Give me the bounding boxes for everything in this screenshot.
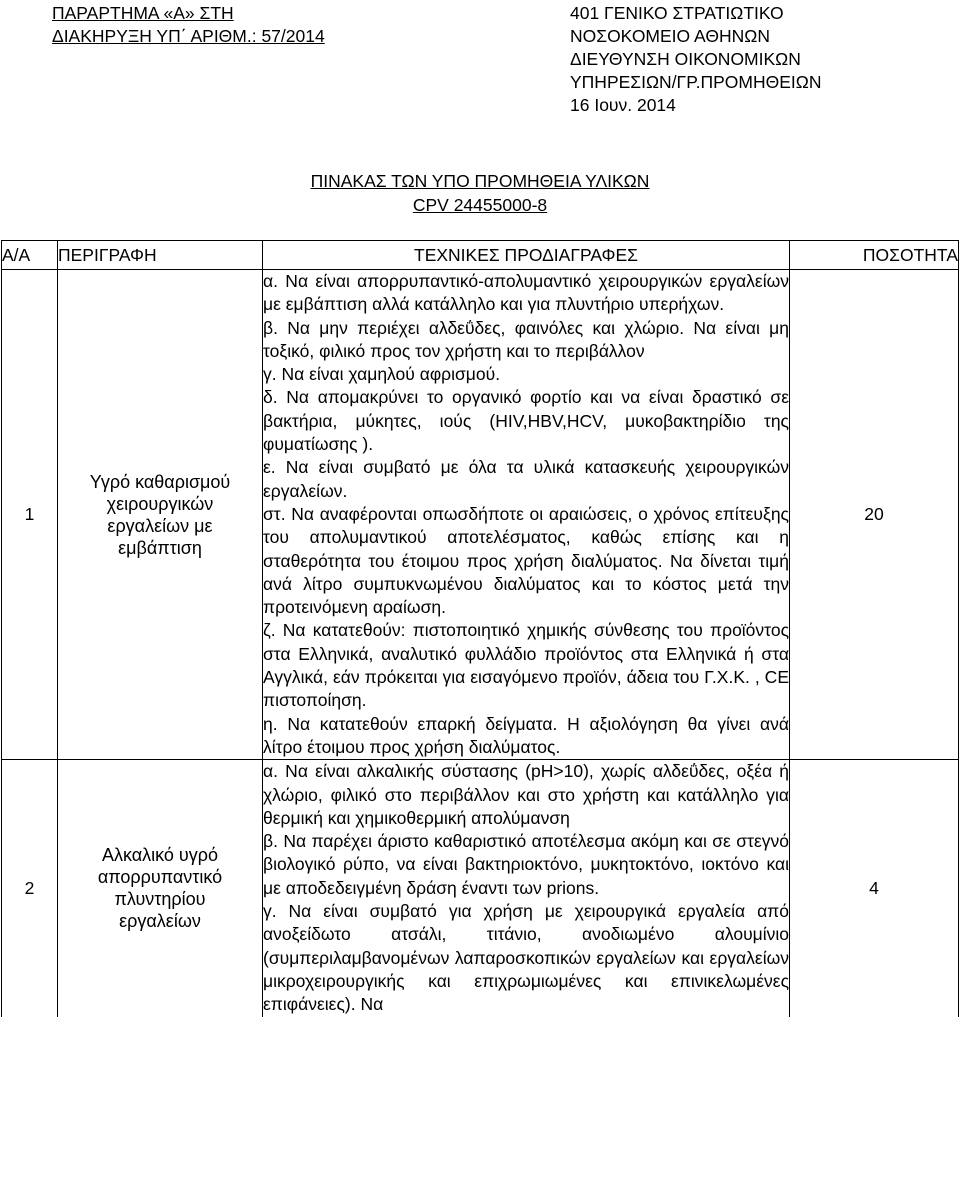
annex-title: ΠΑΡΑΡΤΗΜΑ «Α» ΣΤΗ <box>52 3 234 23</box>
spec-item: η. Να κατατεθούν επαρκή δείγματα. Η αξιολόγηση θα γίνει ανά λίτρο έτοιμου προς χρήση διαλύματος. <box>263 713 789 757</box>
table-row <box>2 760 959 1017</box>
document-title <box>0 169 960 193</box>
spec-item: α. Να είναι απορρυπαντικό-απολυμαντικό χειρουργικών εργαλείων με εμβάπτιση αλλά κατάλληλο και για πλυντήριο υπερήχων. <box>263 271 789 315</box>
org-line-2: ΝΟΣΟΚΟΜΕΙΟ ΑΘΗΝΩΝ <box>570 26 770 46</box>
table-header-row <box>2 241 959 270</box>
materials-table <box>1 240 959 1017</box>
row-number: 1 <box>2 270 58 760</box>
spec-item: β. Να μην περιέχει αλδεΰδες, φαινόλες και χλώριο. Να είναι μη τοξικό, φιλικό προς τον χρήστη και το περιβάλλον <box>263 317 789 361</box>
item-quantity: 4 <box>790 760 959 1017</box>
spec-item: στ. Να αναφέρονται οπωσδήποτε οι αραιώσεις, ο χρόνος επίτευξης του απολυμαντικού αποτελέσματος, καθώς επίσης και η σταθερότητα του έτοιμου προς χρήση διαλύματος. Να δίνεται τιμή ανά λίτρο συμπυκνωμένου διαλύματος και το κόστος μετά την προτεινόμενη αραίωση. <box>263 503 789 618</box>
document-date: 16 Ιουν. 2014 <box>570 95 676 115</box>
org-line-3: ΔΙΕΥΘΥΝΣΗ ΟΙΚΟΝΟΜΙΚΩΝ <box>570 49 801 69</box>
item-quantity: 20 <box>790 270 959 760</box>
header-aa: Α/Α <box>2 241 58 270</box>
item-description-line: εργαλείων με <box>107 515 213 536</box>
item-description-line: Αλκαλικό υγρό <box>101 845 219 866</box>
table-row <box>2 270 959 760</box>
header-left <box>52 2 325 48</box>
spec-item: ε. Να είναι συμβατό με όλα τα υλικά κατασκευής χειρουργικών εργαλείων. <box>263 457 789 501</box>
spec-item: δ. Να απομακρύνει το οργανικό φορτίο και να είναι δραστικό σε βακτήρια, μύκητες, ιούς (HIV,HBV,HCV, μυκοβακτηρίδιο της φυματίωσης ). <box>263 387 789 455</box>
item-specifications <box>263 270 790 760</box>
item-description-line: εργαλείων <box>119 911 201 932</box>
header-specifications: ΤΕΧΝΙΚΕΣ ΠΡΟΔΙΑΓΡΑΦΕΣ <box>263 241 790 270</box>
item-specifications <box>263 760 790 1017</box>
org-line-1: 401 ΓΕΝΙΚΟ ΣΤΡΑΤΙΩΤΙΚΟ <box>570 3 784 23</box>
org-line-4: ΥΠΗΡΕΣΙΩΝ/ΓΡ.ΠΡΟΜΗΘΕΙΩΝ <box>570 72 822 92</box>
row-number: 2 <box>2 760 58 1017</box>
item-description-line: Υγρό καθαρισμού <box>89 471 231 492</box>
item-description <box>58 760 263 1017</box>
item-description-line: χειρουργικών <box>106 493 214 514</box>
spec-item: γ. Να είναι συμβατό για χρήση με χειρουργικά εργαλεία από ανοξείδωτο ατσάλι, τιτάνιο, ανοδιωμένο αλουμίνιο (συμπεριλαμβανομένων λαπαροσκοπικών εργαλείων και εργαλείων μικροχειρουργικής και επιχρωμιωμένες και επινικελωμένες επιφάνειες). Να <box>263 901 789 1015</box>
header-quantity: ΠΟΣΟΤΗΤΑ <box>790 241 959 270</box>
spec-item: ζ. Να κατατεθούν: πιστοποιητικό χημικής σύνθεσης του προϊόντος στα Ελληνικά, αναλυτικό φυλλάδιο προϊόντος στα Ελληνικά ή στα Αγγλικά, εάν πρόκειται για εισαγόμενο προϊόν, άδεια του Γ.Χ.Κ. , CE πιστοποίηση. <box>263 620 789 711</box>
item-description-line: εμβάπτιση <box>118 537 202 558</box>
item-description-line: πλυντηρίου <box>114 889 206 910</box>
header-description: ΠΕΡΙΓΡΑΦΗ <box>58 241 263 270</box>
spec-item: α. Να είναι αλκαλικής σύστασης (pH>10), χωρίς αλδεΰδες, οξέα ή χλώριο, φιλικό στο περιβάλλον και στο χρήστη και κατάλληλο για θερμική και χημικοθερμική απολύμανση <box>263 761 789 828</box>
cpv-code <box>0 193 960 217</box>
spec-item: γ. Να είναι χαμηλού αφρισμού. <box>263 364 501 385</box>
cpv-code-text: CPV 24455000-8 <box>412 195 548 215</box>
document-title-text: ΠΙΝΑΚΑΣ ΤΩΝ ΥΠΟ ΠΡΟΜΗΘΕΙΑ ΥΛΙΚΩΝ <box>310 171 650 191</box>
item-description-line: απορρυπαντικό <box>97 867 223 888</box>
tender-reference: ΔΙΑΚΗΡΥΞΗ ΥΠ΄ ΑΡΙΘΜ.: 57/2014 <box>52 26 325 46</box>
item-description <box>58 270 263 760</box>
header-right <box>570 2 822 117</box>
spec-item: β. Να παρέχει άριστο καθαριστικό αποτέλεσμα ακόμη και σε στεγνό βιολογικό ρύπο, να είναι βακτηριοκτόνο, μυκητοκτόνο, ιοκτόνο και με αποδεδειγμένη δράση έναντι των prions. <box>263 831 789 898</box>
